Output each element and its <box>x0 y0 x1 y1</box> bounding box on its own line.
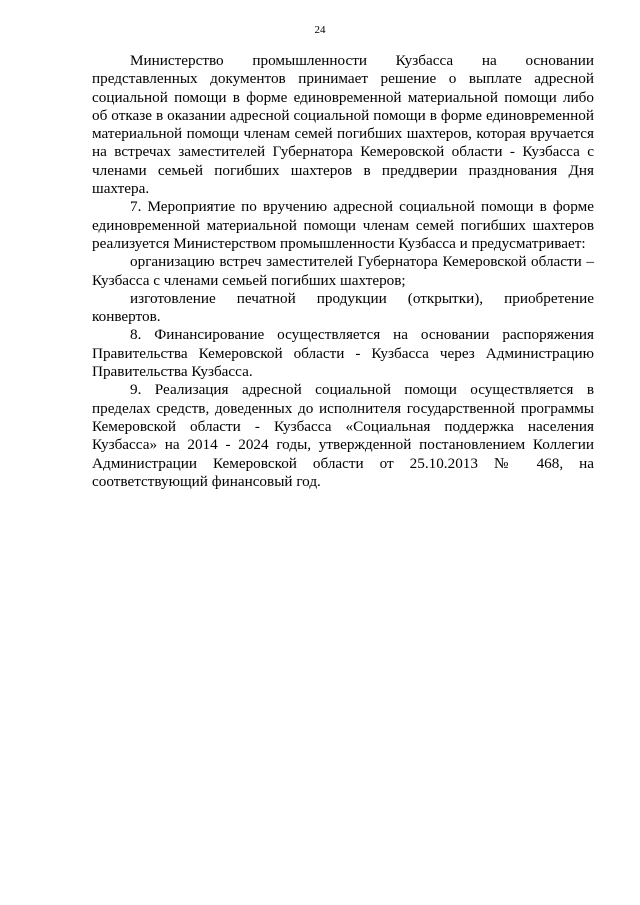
document-body <box>92 52 594 491</box>
paragraph-meetings-organization: организацию встреч заместителей Губернатора Кемеровской области – Кузбасса с членами семьей погибших шахтеров; <box>92 253 594 289</box>
paragraph-printed-products: изготовление печатной продукции (открытки), приобретение конвертов. <box>92 289 594 326</box>
paragraph-item-9: 9. Реализация адресной социальной помощи осуществляется в пределах средств, доведенных до исполнителя государственной программы Кемеровской области - Кузбасса «Социальная поддержка населения Кузбасса» на 2014 - 2024 годы, утвержденной постановлением Коллегии Администрации Кемеровской области от 25.10.2013 № 468, на соответствующий финансовый год. <box>92 381 594 490</box>
paragraph-item-8: 8. Финансирование осуществляется на основании распоряжения Правительства Кемеровской области - Кузбасса через Администрацию Правительства Кузбасса. <box>92 326 594 381</box>
page-number: 24 <box>314 24 326 36</box>
paragraph-item-7: 7. Мероприятие по вручению адресной социальной помощи в форме единовременной материальной помощи членам семей погибших шахтеров реализуется Министерством промышленности Кузбасса и предусматривает: <box>92 198 594 252</box>
paragraph-ministry-decision: Министерство промышленности Кузбасса на основании представленных документов принимает решение о выплате адресной социальной помощи в форме единовременной материальной помощи либо об отказе в оказании адресной социальной помощи в форме единовременной материальной помощи членам семей погибших шахтеров, которая вручается на встречах заместителей Губернатора Кемеровской области - Кузбасса с членами семьей погибших шахтеров в преддверии празднования Дня шахтера. <box>92 52 594 198</box>
